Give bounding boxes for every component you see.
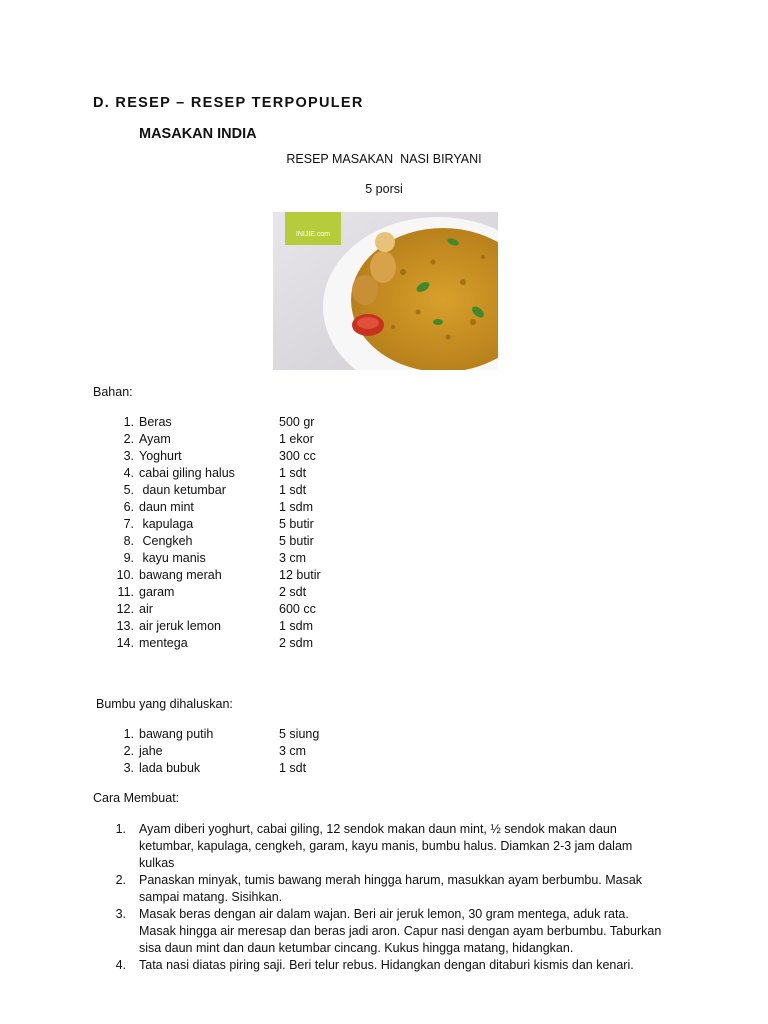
ingredient-name: air xyxy=(139,602,153,616)
item-number: 4. xyxy=(123,466,134,480)
item-number: 11. xyxy=(117,585,134,599)
spice-row xyxy=(0,744,768,761)
ingredient-name: Cengkeh xyxy=(139,534,193,548)
ingredient-row xyxy=(0,432,768,449)
ingredient-qty: 5 butir xyxy=(279,534,314,548)
ingredient-qty: 500 gr xyxy=(279,415,315,429)
step-item xyxy=(115,906,664,957)
step-number: 4. xyxy=(115,958,126,972)
ingredient-qty: 2 sdm xyxy=(279,636,314,650)
ingredient-name: kayu manis xyxy=(139,551,206,565)
ingredient-name: mentega xyxy=(139,636,188,650)
item-number: 1. xyxy=(123,415,134,429)
step-number: 1. xyxy=(115,822,126,836)
bahan-label: Bahan: xyxy=(93,385,133,399)
ingredient-row xyxy=(0,568,768,585)
ingredient-name: daun mint xyxy=(139,500,194,514)
step-item xyxy=(115,957,664,974)
ingredient-row xyxy=(0,415,768,432)
step-number: 3. xyxy=(115,907,126,921)
step-text: Panaskan minyak, tumis bawang merah hingga harum, masukkan ayam berbumbu. Masak sampai matang. Sisihkan. xyxy=(139,873,643,904)
item-number: 2. xyxy=(123,432,134,446)
ingredient-qty: 5 butir xyxy=(279,517,314,531)
ingredient-name: Ayam xyxy=(139,432,171,446)
recipe-title: RESEP MASAKAN NASI BIRYANI xyxy=(286,152,482,166)
section-heading: D. RESEP – RESEP TERPOPULER xyxy=(93,95,364,111)
ingredient-row xyxy=(0,602,768,619)
item-number: 2. xyxy=(123,744,134,758)
cuisine-subheading: MASAKAN INDIA xyxy=(139,126,257,142)
ingredient-qty: 1 sdt xyxy=(279,483,307,497)
ingredient-name: cabai giling halus xyxy=(139,466,235,480)
spice-name: lada bubuk xyxy=(139,761,201,775)
cara-label: Cara Membuat: xyxy=(93,791,180,805)
item-number: 6. xyxy=(123,500,134,514)
ingredient-row xyxy=(0,534,768,551)
step-text: Ayam diberi yoghurt, cabai giling, 12 sendok makan daun mint, ½ sendok makan daun ketumbar, kapulaga, cengkeh, garam, kayu manis, bumbu halus. Diamkan 2-3 jam dalam kulkas xyxy=(139,822,633,870)
ingredient-qty: 1 ekor xyxy=(279,432,314,446)
ingredient-qty: 2 sdt xyxy=(279,585,307,599)
bumbu-label: Bumbu yang dihaluskan: xyxy=(96,697,233,711)
item-number: 7. xyxy=(123,517,134,531)
item-number: 1. xyxy=(123,727,134,741)
spice-row xyxy=(0,727,768,744)
item-number: 10. xyxy=(116,568,134,582)
spice-row xyxy=(0,761,768,778)
photo-watermark: INIJIE.com xyxy=(295,231,331,238)
biryani-photo xyxy=(273,212,498,370)
item-number: 12. xyxy=(116,602,134,616)
item-number: 3. xyxy=(123,449,134,463)
ingredient-row xyxy=(0,500,768,517)
ingredient-name: Beras xyxy=(139,415,172,429)
ingredient-row xyxy=(0,619,768,636)
spice-name: bawang putih xyxy=(139,727,214,741)
ingredient-row xyxy=(0,466,768,483)
step-item xyxy=(115,872,664,906)
ingredient-name: garam xyxy=(139,585,175,599)
ingredient-qty: 12 butir xyxy=(279,568,321,582)
item-number: 8. xyxy=(123,534,134,548)
step-text: Tata nasi diatas piring saji. Beri telur rebus. Hidangkan dengan ditaburi kismis dan kenari. xyxy=(139,958,634,972)
spice-name: jahe xyxy=(139,744,163,758)
item-number: 3. xyxy=(123,761,134,775)
ingredient-qty: 600 cc xyxy=(279,602,316,616)
ingredient-row xyxy=(0,483,768,500)
ingredient-row xyxy=(0,517,768,534)
ingredient-qty: 1 sdm xyxy=(279,619,314,633)
spice-qty: 5 siung xyxy=(279,727,320,741)
ingredient-row xyxy=(0,636,768,653)
ingredient-qty: 3 cm xyxy=(279,551,307,565)
ingredient-row xyxy=(0,551,768,568)
spice-qty: 1 sdt xyxy=(279,761,307,775)
item-number: 5. xyxy=(123,483,134,497)
ingredient-name: bawang merah xyxy=(139,568,222,582)
step-item xyxy=(115,821,664,872)
ingredient-row xyxy=(0,449,768,466)
ingredient-row xyxy=(0,585,768,602)
ingredient-name: Yoghurt xyxy=(139,449,182,463)
step-text: Masak beras dengan air dalam wajan. Beri air jeruk lemon, 30 gram mentega, aduk rata. Masak hingga air meresap dan beras jadi aron. Capur nasi dengan ayam berbumbu. Taburkan sisa daun mint dan daun ketumbar cincang. Kukus hingga matang, hidangkan. xyxy=(139,907,662,955)
item-number: 14. xyxy=(116,636,134,650)
ingredient-name: kapulaga xyxy=(139,517,194,531)
ingredient-name: air jeruk lemon xyxy=(139,619,221,633)
portion-count: 5 porsi xyxy=(365,182,403,196)
step-number: 2. xyxy=(115,873,126,887)
ingredient-name: daun ketumbar xyxy=(139,483,226,497)
ingredient-qty: 300 cc xyxy=(279,449,316,463)
steps-list xyxy=(0,821,768,974)
ingredient-qty: 1 sdt xyxy=(279,466,307,480)
item-number: 9. xyxy=(123,551,134,565)
spice-qty: 3 cm xyxy=(279,744,307,758)
ingredient-qty: 1 sdm xyxy=(279,500,314,514)
item-number: 13. xyxy=(116,619,134,633)
